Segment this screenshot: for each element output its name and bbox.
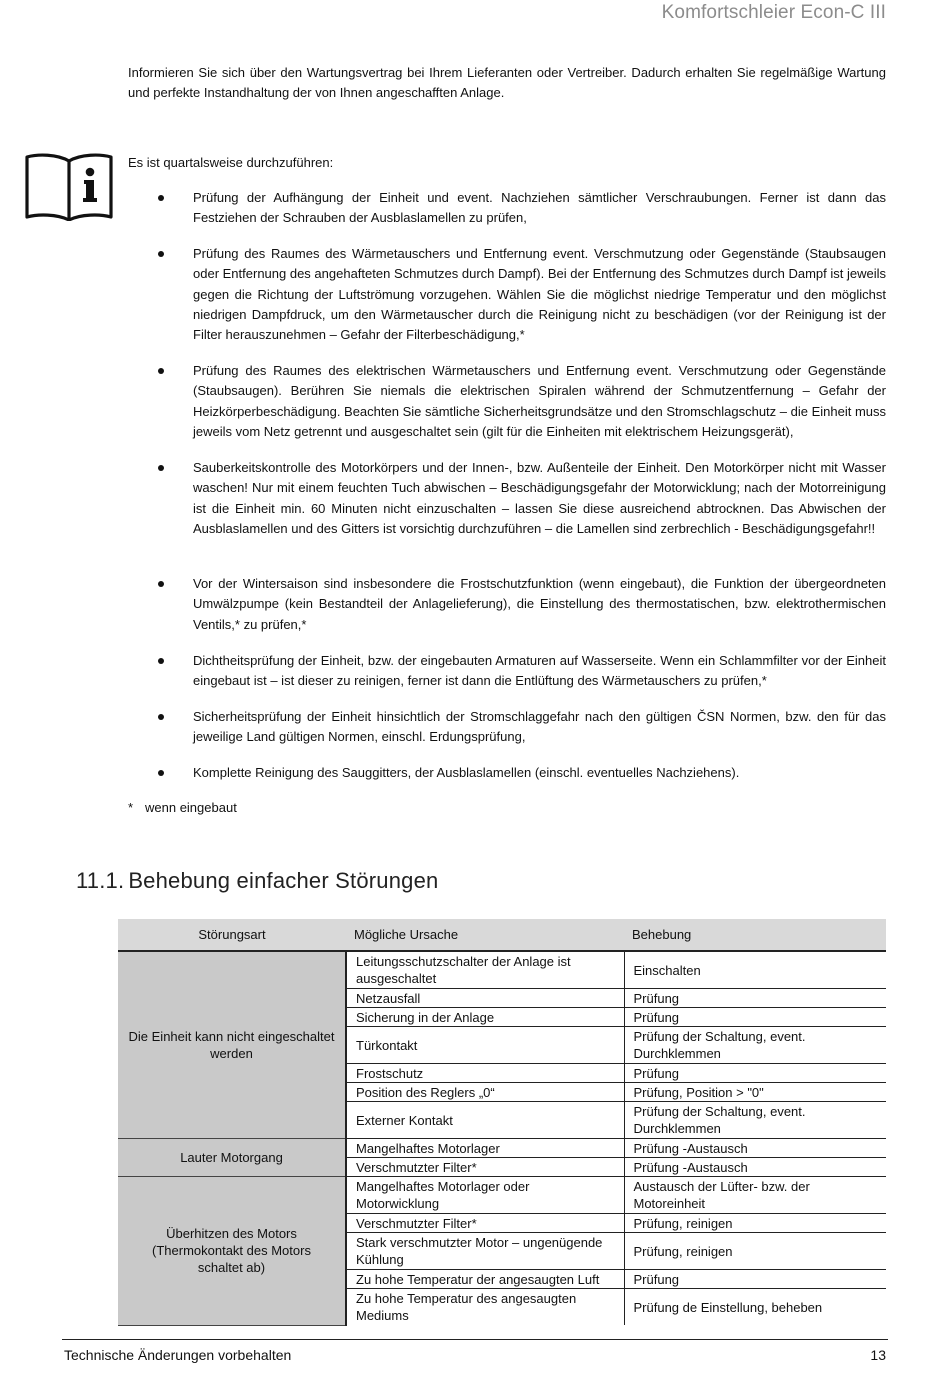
cause-cell: Sicherung in der Anlage bbox=[346, 1007, 624, 1026]
list-item bbox=[193, 244, 886, 345]
remedy-cell: Austausch der Lüfter- bzw. der Motoreinheit bbox=[624, 1176, 886, 1213]
list-item-text: Dichtheitsprüfung der Einheit, bzw. der eingebauten Armaturen auf Wasserseite. Wenn ein Schlammfilter vor der Einheit eingebaut ist – ist dieser zu reinigen, ferner ist dann die Entlüftung des Wärmetauschers zu prüfen,* bbox=[193, 653, 886, 689]
footer-divider bbox=[62, 1339, 888, 1340]
cause-cell: Verschmutzter Filter* bbox=[346, 1157, 624, 1176]
cause-cell: Externer Kontakt bbox=[346, 1101, 624, 1138]
remedy-cell: Prüfung bbox=[624, 988, 886, 1007]
section-title: Behebung einfacher Störungen bbox=[128, 868, 439, 893]
footnote bbox=[128, 798, 237, 818]
remedy-cell: Prüfung de Einstellung, beheben bbox=[624, 1288, 886, 1325]
table-row bbox=[118, 951, 886, 988]
cause-cell: Türkontakt bbox=[346, 1026, 624, 1063]
info-manual-icon bbox=[24, 153, 114, 221]
column-header: Störungsart bbox=[118, 919, 346, 951]
cause-cell: Position des Reglers „0“ bbox=[346, 1082, 624, 1101]
footnote-text: wenn eingebaut bbox=[145, 800, 237, 815]
fault-type-cell: Die Einheit kann nicht eingeschaltet werden bbox=[118, 951, 346, 1138]
page-number: 13 bbox=[870, 1347, 886, 1363]
remedy-cell: Prüfung der Schaltung, event. Durchklemmen bbox=[624, 1026, 886, 1063]
bullet-dot bbox=[158, 368, 164, 374]
cause-cell: Leitungsschutzschalter der Anlage ist ausgeschaltet bbox=[346, 951, 624, 988]
section-heading bbox=[76, 868, 439, 894]
bullet-dot bbox=[158, 714, 164, 720]
footnote-mark: * bbox=[128, 800, 134, 815]
column-header: Mögliche Ursache bbox=[346, 919, 624, 951]
table-header-row bbox=[118, 919, 886, 951]
remedy-cell: Prüfung, reinigen bbox=[624, 1232, 886, 1269]
fault-type-cell: Lauter Motorgang bbox=[118, 1138, 346, 1176]
remedy-cell: Prüfung, Position > "0" bbox=[624, 1082, 886, 1101]
cause-cell: Netzausfall bbox=[346, 988, 624, 1007]
bullet-dot bbox=[158, 770, 164, 776]
bullet-dot bbox=[158, 251, 164, 257]
cause-cell: Stark verschmutzter Motor – ungenügende Kühlung bbox=[346, 1232, 624, 1269]
intro-paragraph: Informieren Sie sich über den Wartungsvertrag bei Ihrem Lieferanten oder Vertreiber. Dadurch erhalten Sie regelmäßige Wartung und perfekte Instandhaltung der von Ihnen angeschafften Anlage. bbox=[128, 65, 886, 101]
section-number: 11.1. bbox=[76, 868, 125, 893]
cause-cell: Zu hohe Temperatur der angesaugten Luft bbox=[346, 1269, 624, 1288]
fault-table bbox=[118, 919, 886, 1326]
cause-cell: Frostschutz bbox=[346, 1063, 624, 1082]
remedy-cell: Prüfung -Austausch bbox=[624, 1138, 886, 1157]
list-item bbox=[193, 361, 886, 442]
cause-cell: Mangelhaftes Motorlager bbox=[346, 1138, 624, 1157]
remedy-cell: Prüfung, reinigen bbox=[624, 1213, 886, 1232]
column-header: Behebung bbox=[624, 919, 886, 951]
table-row bbox=[118, 1138, 886, 1157]
remedy-cell: Prüfung -Austausch bbox=[624, 1157, 886, 1176]
list-item bbox=[193, 763, 886, 783]
fault-type-cell: Überhitzen des Motors (Thermokontakt des Motors schaltet ab) bbox=[118, 1176, 346, 1325]
cause-cell: Verschmutzter Filter* bbox=[346, 1213, 624, 1232]
remedy-cell: Prüfung bbox=[624, 1269, 886, 1288]
list-item-text: Vor der Wintersaison sind insbesondere die Frostschutzfunktion (wenn eingebaut), die Funktion der übergeordneten Umwälzpumpe (kein Bestandteil der Anlagelieferung), die Einstellung des thermostatischen, bzw. elektrothermischen Ventils,* zu prüfen,* bbox=[193, 576, 886, 632]
cause-cell: Zu hohe Temperatur des angesaugten Mediums bbox=[346, 1288, 624, 1325]
bullet-dot bbox=[158, 465, 164, 471]
list-item bbox=[193, 707, 886, 748]
footer-note: Technische Änderungen vorbehalten bbox=[64, 1347, 292, 1363]
list-item-text: Prüfung des Raumes des Wärmetauschers und Entfernung event. Verschmutzung oder Gegenstände (Staubsaugen oder Entfernung des angehafteten Schmutzes durch Dampf). Bei der Entfernung des Schmutzes durch Dampf ist jeweils gegen die Richtung der Luftströmung vorzugehen. Wählen Sie die möglichst niedrige Temperatur und den möglichst niedrigen Dampfdruck, um den Wärmetauscher durch die Reinigung nicht zu beschädigen (vor der Reinigung ist der Filter herauszunehmen – Gefahr der Filterbeschädigung,* bbox=[193, 246, 886, 343]
list-item-text: Sicherheitsprüfung der Einheit hinsichtlich der Stromschlaggefahr nach den gültigen ČSN Normen, bzw. den für das jeweilige Land gültigen Normen, einschl. Erdungsprüfung, bbox=[193, 709, 886, 745]
remedy-cell: Einschalten bbox=[624, 951, 886, 988]
table-row bbox=[118, 1176, 886, 1213]
bullet-dot bbox=[158, 658, 164, 664]
list-item bbox=[193, 651, 886, 692]
list-item-text: Prüfung der Aufhängung der Einheit und event. Nachziehen sämtlicher Verschraubungen. Ferner ist dann das Festziehen der Schrauben der Ausblaslamellen zu prüfen, bbox=[193, 190, 886, 226]
remedy-cell: Prüfung bbox=[624, 1007, 886, 1026]
list-item bbox=[193, 574, 886, 635]
list-item bbox=[193, 458, 886, 539]
remedy-cell: Prüfung der Schaltung, event. Durchklemmen bbox=[624, 1101, 886, 1138]
maintenance-lead: Es ist quartalsweise durchzuführen: bbox=[128, 155, 334, 170]
bullet-dot bbox=[158, 581, 164, 587]
list-item-text: Sauberkeitskontrolle des Motorkörpers und der Innen-, bzw. Außenteile der Einheit. Den Motorkörper nicht mit Wasser waschen! Nur mit einem feuchten Tuch abwischen – Beschädigungsgefahr der Motorwicklung; nach der Motorreinigung ist die Einheit min. 60 Minuten nicht einzuschalten – lassen Sie diese ausreichend abtrocknen. Das Abwischen der Ausblaslamellen und des Gitters ist vorsichtig durchzuführen – die Lamellen sind zerbrechlich - Beschädigungsgefahr!! bbox=[193, 460, 886, 536]
list-item-text: Komplette Reinigung des Sauggitters, der Ausblaslamellen (einschl. eventuelles Nachziehens). bbox=[193, 765, 740, 780]
remedy-cell: Prüfung bbox=[624, 1063, 886, 1082]
document-header-title: Komfortschleier Econ-C III bbox=[661, 2, 886, 23]
list-item bbox=[193, 188, 886, 229]
bullet-dot bbox=[158, 195, 164, 201]
list-item-text: Prüfung des Raumes des elektrischen Wärmetauschers und Entfernung event. Verschmutzung oder Gegenstände (Staubsaugen). Berühren Sie niemals die elektrischen Spiralen während der Schmutzentfernung – Gefahr der Heizkörperbeschädigung. Beachten Sie sämtliche Sicherheitsgrundsätze und den Stromschlagschutz – die Einheit muss jeweils vom Netz getrennt und ausgeschaltet sein (gilt für die Einheiten mit elektrischem Heizungsgerät), bbox=[193, 363, 886, 439]
cause-cell: Mangelhaftes Motorlager oder Motorwicklung bbox=[346, 1176, 624, 1213]
